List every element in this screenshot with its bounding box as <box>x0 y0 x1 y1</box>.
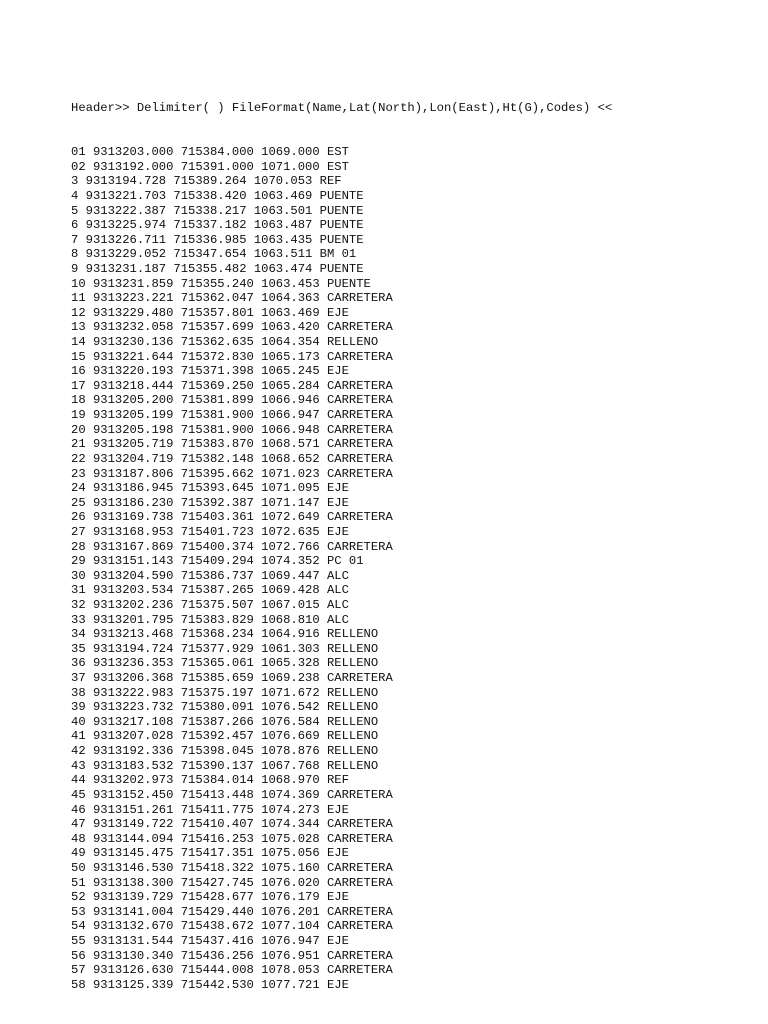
point-line: 19 9313205.199 715381.900 1066.947 CARRETERA <box>71 408 393 423</box>
point-line: 24 9313186.945 715393.645 1071.095 EJE <box>71 481 349 496</box>
point-line: 18 9313205.200 715381.899 1066.946 CARRETERA <box>71 393 393 408</box>
point-line: 42 9313192.336 715398.045 1078.876 RELLENO <box>71 744 379 759</box>
point-line: 3 9313194.728 715389.264 1070.053 REF <box>71 174 342 189</box>
point-line: 31 9313203.534 715387.265 1069.428 ALC <box>71 583 349 598</box>
point-line: 28 9313167.869 715400.374 1072.766 CARRETERA <box>71 539 393 554</box>
point-line: 45 9313152.450 715413.448 1074.369 CARRETERA <box>71 787 393 802</box>
point-line: 50 9313146.530 715418.322 1075.160 CARRETERA <box>71 860 393 875</box>
point-line: 49 9313145.475 715417.351 1075.056 EJE <box>71 846 349 861</box>
point-line: 15 9313221.644 715372.830 1065.173 CARRETERA <box>71 349 393 364</box>
point-line: 53 9313141.004 715429.440 1076.201 CARRETERA <box>71 904 393 919</box>
point-line: 52 9313139.729 715428.677 1076.179 EJE <box>71 890 349 905</box>
point-line: 32 9313202.236 715375.507 1067.015 ALC <box>71 598 349 612</box>
point-line: 22 9313204.719 715382.148 1068.652 CARRETERA <box>71 451 393 466</box>
point-line: 46 9313151.261 715411.775 1074.273 EJE <box>71 802 349 817</box>
point-line: 47 9313149.722 715410.407 1074.344 CARRETERA <box>71 817 393 832</box>
point-line: 38 9313222.983 715375.197 1071.672 RELLENO <box>71 685 379 700</box>
point-line: 33 9313201.795 715383.829 1068.810 ALC <box>71 612 349 627</box>
point-line: 51 9313138.300 715427.745 1076.020 CARRETERA <box>71 875 393 890</box>
point-line: 57 9313126.630 715444.008 1078.053 CARRETERA <box>71 963 393 978</box>
point-line: 13 9313232.058 715357.699 1063.420 CARRETERA <box>71 320 393 335</box>
point-line: 44 9313202.973 715384.014 1068.970 REF <box>71 773 349 788</box>
point-line: 30 9313204.590 715386.737 1069.447 ALC <box>71 568 349 583</box>
point-line: 29 9313151.143 715409.294 1074.352 PC 01 <box>71 554 364 569</box>
point-line: 25 9313186.230 715392.387 1071.147 EJE <box>71 495 349 510</box>
point-line: 35 9313194.724 715377.929 1061.303 RELLENO <box>71 641 379 656</box>
point-line: 54 9313132.670 715438.672 1077.104 CARRETERA <box>71 919 393 934</box>
point-line: 56 9313130.340 715436.256 1076.951 CARRETERA <box>71 948 393 963</box>
point-line: 8 9313229.052 715347.654 1063.511 BM 01 <box>71 247 357 262</box>
point-line: 7 9313226.711 715336.985 1063.435 PUENTE <box>71 232 364 247</box>
point-line: 16 9313220.193 715371.398 1065.245 EJE <box>71 364 349 379</box>
point-line: 02 9313192.000 715391.000 1071.000 EST <box>71 159 349 174</box>
point-line: 21 9313205.719 715383.870 1068.571 CARRETERA <box>71 437 393 452</box>
coordinate-listing <box>71 72 612 1022</box>
point-line: 27 9313168.953 715401.723 1072.635 EJE <box>71 524 349 539</box>
point-line: 4 9313221.703 715338.420 1063.469 PUENTE <box>71 188 364 203</box>
point-line: 36 9313236.353 715365.061 1065.328 RELLENO <box>71 656 379 671</box>
point-line: 40 9313217.108 715387.266 1076.584 RELLENO <box>71 714 379 729</box>
point-line: 23 9313187.806 715395.662 1071.023 CARRETERA <box>71 466 393 481</box>
point-line: 6 9313225.974 715337.182 1063.487 PUENTE <box>71 218 364 233</box>
point-line: 5 9313222.387 715338.217 1063.501 PUENTE <box>71 203 364 218</box>
point-line: 41 9313207.028 715392.457 1076.669 RELLENO <box>71 729 379 744</box>
point-line: 11 9313223.221 715362.047 1064.363 CARRETERA <box>71 291 393 306</box>
point-line: 14 9313230.136 715362.635 1064.354 RELLENO <box>71 335 379 350</box>
point-line: 20 9313205.198 715381.900 1066.948 CARRETERA <box>71 422 393 437</box>
point-lines <box>71 145 612 992</box>
point-line: 37 9313206.368 715385.659 1069.238 CARRETERA <box>71 671 393 686</box>
point-line: 34 9313213.468 715368.234 1064.916 RELLENO <box>71 627 379 642</box>
point-line: 17 9313218.444 715369.250 1065.284 CARRETERA <box>71 378 393 393</box>
point-line: 58 9313125.339 715442.530 1077.721 EJE <box>71 977 349 992</box>
point-line: 55 9313131.544 715437.416 1076.947 EJE <box>71 934 349 949</box>
point-line: 39 9313223.732 715380.091 1076.542 RELLENO <box>71 700 379 715</box>
point-line: 10 9313231.859 715355.240 1063.453 PUENTE <box>71 276 371 291</box>
point-line: 43 9313183.532 715390.137 1067.768 RELLENO <box>71 758 379 773</box>
point-line: 01 9313203.000 715384.000 1069.000 EST <box>71 145 349 160</box>
point-line: 26 9313169.738 715403.361 1072.649 CARRETERA <box>71 510 393 525</box>
point-line: 9 9313231.187 715355.482 1063.474 PUENTE <box>71 261 364 276</box>
file-format-header: Header>> Delimiter( ) FileFormat(Name,Lat(North),Lon(East),Ht(G),Codes) << <box>71 101 613 116</box>
point-line: 12 9313229.480 715357.801 1063.469 EJE <box>71 305 349 320</box>
point-line: 48 9313144.094 715416.253 1075.028 CARRETERA <box>71 831 393 846</box>
